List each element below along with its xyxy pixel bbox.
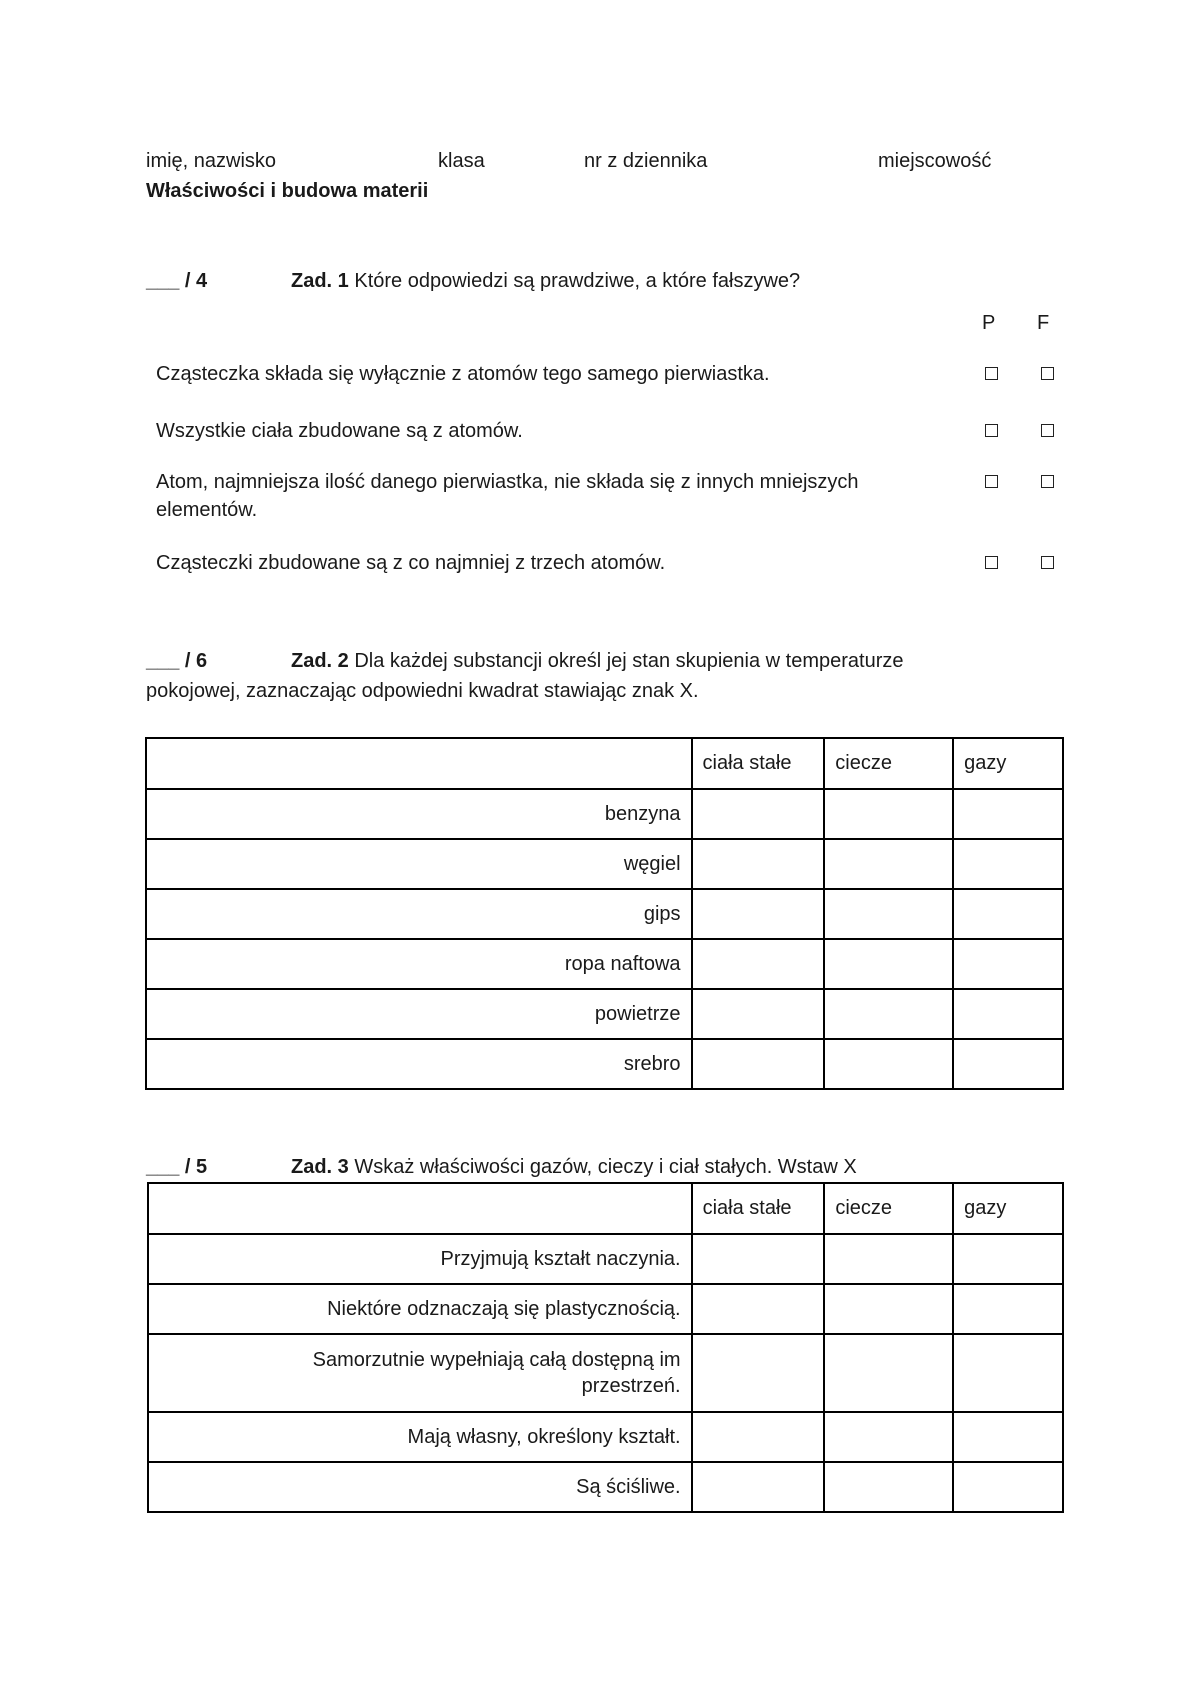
statement-4: Cząsteczki zbudowane są z co najmniej z trzech atomów. <box>156 552 666 574</box>
table-row <box>148 1412 1063 1462</box>
answer-cell-solid[interactable] <box>692 789 825 839</box>
answer-cell-gas[interactable] <box>953 1334 1063 1412</box>
empty-header-cell <box>148 1183 692 1234</box>
properties-table <box>147 1182 1064 1513</box>
table-row <box>146 839 1063 889</box>
table-row <box>146 989 1063 1039</box>
page-title: Właściwości i budowa materii <box>146 180 429 202</box>
task3-score: ___ / 5 <box>146 1156 208 1178</box>
answer-cell-gas[interactable] <box>953 1412 1063 1462</box>
column-header-solids: ciała stałe <box>692 1183 825 1234</box>
journal-number-label: nr z dziennika <box>584 150 708 172</box>
answer-cell-gas[interactable] <box>953 989 1063 1039</box>
table-row <box>148 1462 1063 1512</box>
answer-cell-gas[interactable] <box>953 889 1063 939</box>
substance-label: powietrze <box>146 989 692 1039</box>
states-of-matter-table <box>145 737 1064 1090</box>
task2-question-line1: Dla każdej substancji określ jej stan skupienia w temperaturze <box>354 650 904 672</box>
task2-heading <box>291 648 904 674</box>
task1-number: Zad. 1 <box>291 270 349 292</box>
task2-score: ___ / 6 <box>146 650 208 672</box>
false-column-header: F <box>1037 312 1050 334</box>
name-label: imię, nazwisko <box>146 150 277 172</box>
answer-cell-solid[interactable] <box>692 839 825 889</box>
empty-header-cell <box>146 738 692 789</box>
statement-1: Cząsteczka składa się wyłącznie z atomów tego samego pierwiastka. <box>156 363 770 385</box>
answer-cell-solid[interactable] <box>692 889 825 939</box>
answer-cell-liquid[interactable] <box>824 889 953 939</box>
answer-cell-gas[interactable] <box>953 789 1063 839</box>
statement-3-line2: elementów. <box>156 499 258 521</box>
task2-number: Zad. 2 <box>291 650 349 672</box>
property-label: Są ściśliwe. <box>148 1462 692 1512</box>
table-header-row <box>146 738 1063 789</box>
answer-cell-gas[interactable] <box>953 839 1063 889</box>
answer-cell-liquid[interactable] <box>824 1234 953 1284</box>
table-row <box>148 1284 1063 1334</box>
column-header-liquids: ciecze <box>824 738 953 789</box>
answer-cell-liquid[interactable] <box>824 1284 953 1334</box>
task1-heading <box>291 268 800 294</box>
column-header-liquids: ciecze <box>824 1183 953 1234</box>
answer-cell-liquid[interactable] <box>824 1462 953 1512</box>
answer-cell-solid[interactable] <box>692 1234 825 1284</box>
property-label: Mają własny, określony kształt. <box>148 1412 692 1462</box>
property-label <box>148 1334 692 1412</box>
task3-heading <box>291 1154 857 1180</box>
table-row <box>148 1334 1063 1412</box>
substance-label: gips <box>146 889 692 939</box>
answer-cell-solid[interactable] <box>692 939 825 989</box>
place-label: miejscowość <box>878 150 992 172</box>
answer-cell-liquid[interactable] <box>824 939 953 989</box>
table-row <box>146 1039 1063 1089</box>
answer-cell-solid[interactable] <box>692 1462 825 1512</box>
table-row <box>148 1234 1063 1284</box>
substance-label: benzyna <box>146 789 692 839</box>
substance-label: ropa naftowa <box>146 939 692 989</box>
answer-cell-solid[interactable] <box>692 989 825 1039</box>
answer-cell-solid[interactable] <box>692 1039 825 1089</box>
false-checkbox-1[interactable] <box>1041 367 1054 380</box>
column-header-gases: gazy <box>953 738 1063 789</box>
answer-cell-liquid[interactable] <box>824 789 953 839</box>
task1-score: ___ / 4 <box>146 270 208 292</box>
answer-cell-liquid[interactable] <box>824 839 953 889</box>
answer-cell-liquid[interactable] <box>824 1334 953 1412</box>
property-label-line2: przestrzeń. <box>581 1375 681 1397</box>
task3-number: Zad. 3 <box>291 1156 349 1178</box>
answer-cell-liquid[interactable] <box>824 989 953 1039</box>
false-checkbox-4[interactable] <box>1041 556 1054 569</box>
property-label: Niektóre odznaczają się plastycznością. <box>148 1284 692 1334</box>
answer-cell-gas[interactable] <box>953 1039 1063 1089</box>
answer-cell-solid[interactable] <box>692 1334 825 1412</box>
statement-3-line1: Atom, najmniejsza ilość danego pierwiastka, nie składa się z innych mniejszych <box>156 471 859 493</box>
answer-cell-gas[interactable] <box>953 1234 1063 1284</box>
false-checkbox-3[interactable] <box>1041 475 1054 488</box>
property-label: Przyjmują kształt naczynia. <box>148 1234 692 1284</box>
column-header-solids: ciała stałe <box>692 738 825 789</box>
true-checkbox-2[interactable] <box>985 424 998 437</box>
statement-2: Wszystkie ciała zbudowane są z atomów. <box>156 420 523 442</box>
substance-label: węgiel <box>146 839 692 889</box>
true-checkbox-1[interactable] <box>985 367 998 380</box>
table-row <box>146 889 1063 939</box>
answer-cell-solid[interactable] <box>692 1284 825 1334</box>
task3-question: Wskaż właściwości gazów, cieczy i ciał stałych. Wstaw X <box>354 1156 857 1178</box>
table-header-row <box>148 1183 1063 1234</box>
answer-cell-gas[interactable] <box>953 1462 1063 1512</box>
task2-question-line2: pokojowej, zaznaczając odpowiedni kwadrat stawiając znak X. <box>146 680 699 702</box>
answer-cell-liquid[interactable] <box>824 1039 953 1089</box>
table-row <box>146 939 1063 989</box>
answer-cell-liquid[interactable] <box>824 1412 953 1462</box>
true-checkbox-4[interactable] <box>985 556 998 569</box>
false-checkbox-2[interactable] <box>1041 424 1054 437</box>
true-column-header: P <box>982 312 996 334</box>
true-checkbox-3[interactable] <box>985 475 998 488</box>
task1-question: Które odpowiedzi są prawdziwe, a które fałszywe? <box>354 270 801 292</box>
substance-label: srebro <box>146 1039 692 1089</box>
class-label: klasa <box>438 150 485 172</box>
column-header-gases: gazy <box>953 1183 1063 1234</box>
answer-cell-gas[interactable] <box>953 1284 1063 1334</box>
answer-cell-solid[interactable] <box>692 1412 825 1462</box>
table-row <box>146 789 1063 839</box>
answer-cell-gas[interactable] <box>953 939 1063 989</box>
property-label-line1: Samorzutnie wypełniają całą dostępną im <box>312 1349 681 1371</box>
